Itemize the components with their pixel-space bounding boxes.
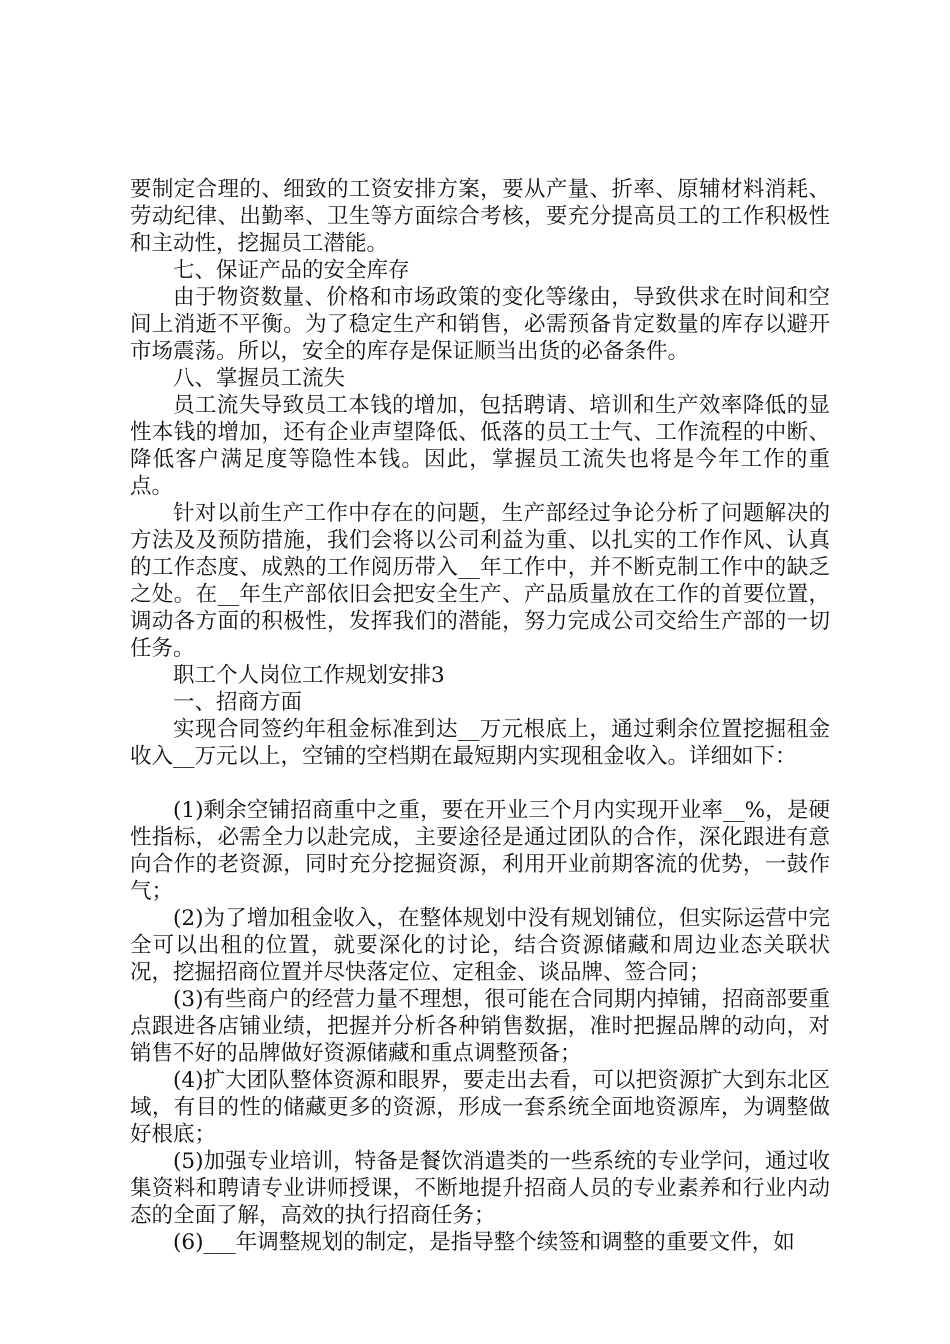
blank-line [130, 770, 830, 797]
paragraph-summary: 针对以前生产工作中存在的问题，生产部经过争论分析了问题解决的方法及及预防措施，我们会将以公司利益为重、以扎实的工作作风、认真的工作态度、成熟的工作阅历带入__年工作中，并不断克制工作中的缺乏之处。在__年生产部依旧会把安全生产、产品质量放在工作的首要位置，调动各方面的积极性，发挥我们的潜能，努力完成公司交给生产部的一切任务。 [130, 501, 830, 661]
list-item-4: (4)扩大团队整体资源和眼界，要走出去看，可以把资源扩大到东北区域，有目的性的储藏更多的资源，形成一套系统全面地资源库，为调整做好根底； [130, 1068, 830, 1147]
list-item-6: (6)___年调整规划的制定，是指导整个续签和调整的重要文件，如 [173, 1230, 795, 1255]
list-item-2: (2)为了增加租金收入，在整体规划中没有规划铺位，但实际运营中完全可以出租的位置，就要深化的讨论，结合资源储藏和周边业态关联状况，挖掘招商位置并尽快落定位、定租金、谈品牌、签合同； [130, 906, 830, 985]
paragraph-staff-turnover: 员工流失导致员工本钱的增加，包括聘请、培训和生产效率降低的显性本钱的增加，还有企业声望降低、低落的员工士气、工作流程的中断、降低客户满足度等隐性本钱。因此，掌握员工流失也将是今年工作的重点。 [130, 393, 830, 499]
list-item-5: (5)加强专业培训，特备是餐饮消遣类的一些系统的专业学问，通过收集资料和聘请专业讲师授课，不断地提升招商人员的专业素养和行业内动态的全面了解，高效的执行招商任务； [130, 1149, 830, 1228]
paragraph-wage-plan: 要制定合理的、细致的工资安排方案，要从产量、折率、原辅材料消耗、劳动纪律、出勤率、卫生等方面综合考核，要充分提高员工的工作积极性和主动性，挖掘员工潜能。 [130, 177, 830, 256]
document-page [130, 176, 830, 1256]
list-item-3: (3)有些商户的经营力量不理想，很可能在合同期内掉铺，招商部要重点跟进各店铺业绩，把握并分析各种销售数据，准时把握品牌的动向，对销售不好的品牌做好资源储藏和重点调整预备； [130, 987, 830, 1066]
heading-inventory: 七、保证产品的安全库存 [173, 258, 410, 283]
list-item-1: (1)剩余空铺招商重中之重，要在开业三个月内实现开业率__%，是硬性指标，必需全力以赴完成，主要途径是通过团队的合作，深化跟进有意向合作的老资源，同时充分挖掘资源，利用开业前期客流的优势，一鼓作气； [130, 798, 830, 904]
section-title: 职工个人岗位工作规划安排3 [173, 663, 445, 688]
heading-staff-turnover: 八、掌握员工流失 [173, 366, 346, 391]
paragraph-investment: 实现合同签约年租金标准到达__万元根底上，通过剩余位置挖掘租金收入__万元以上，空铺的空档期在最短期内实现租金收入。详细如下： [130, 717, 830, 769]
heading-investment: 一、招商方面 [173, 690, 303, 715]
paragraph-inventory: 由于物资数量、价格和市场政策的变化等缘由，导致供求在时间和空间上消逝不平衡。为了稳定生产和销售，必需预备肯定数量的库存以避开市场震荡。所以，安全的库存是保证顺当出货的必备条件。 [130, 285, 830, 364]
